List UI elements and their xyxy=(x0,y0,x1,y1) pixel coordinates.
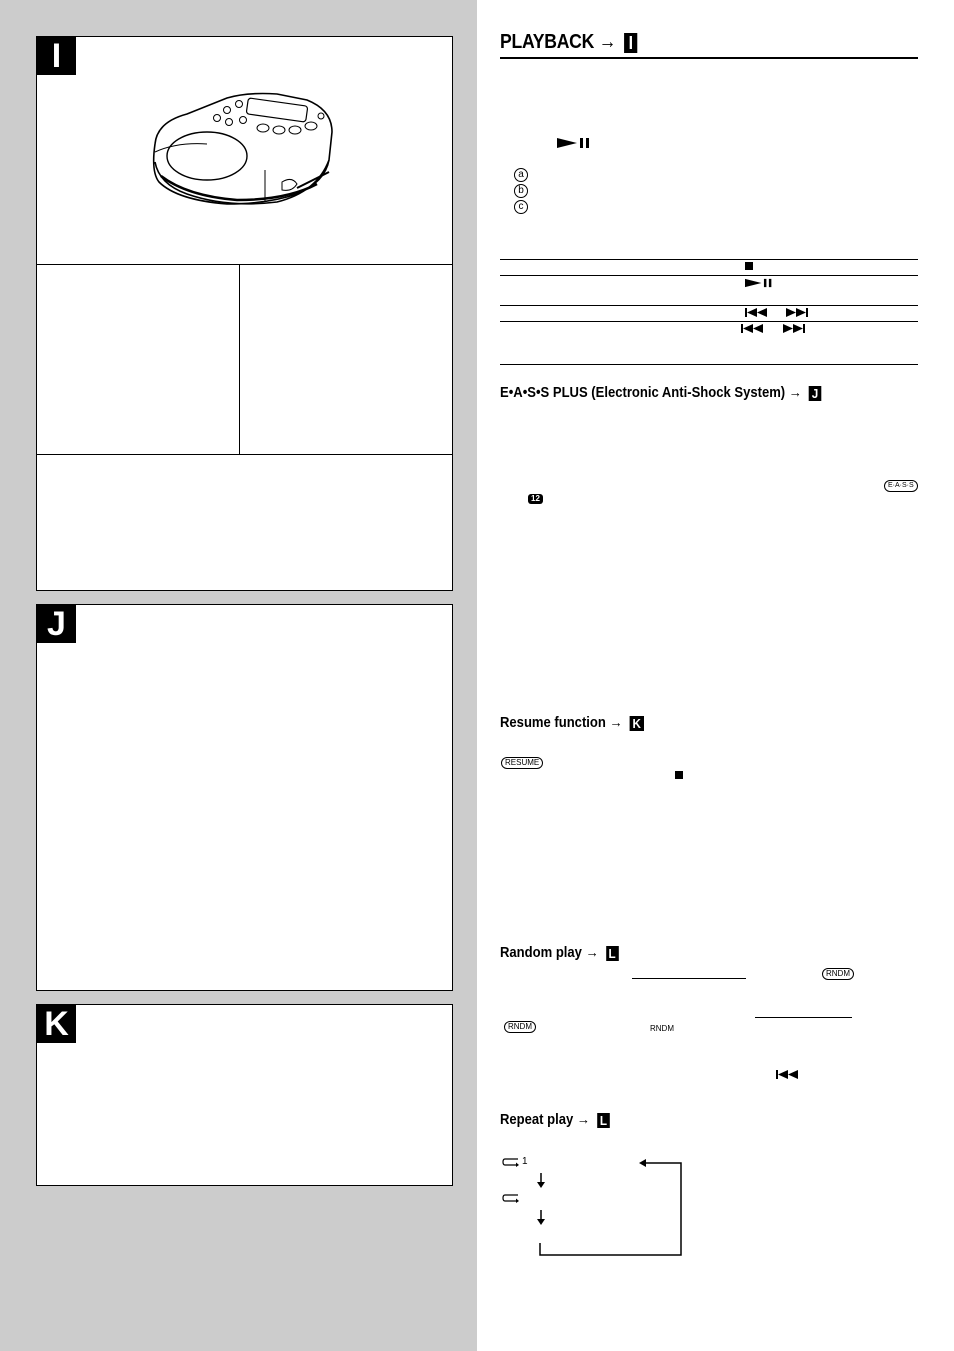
eass-indicator: E·A·S·S xyxy=(884,480,918,492)
play-pause-icon xyxy=(745,278,773,288)
skip-back-icon xyxy=(745,308,767,317)
cd-player-illustration xyxy=(147,92,347,212)
random-underline-2 xyxy=(755,1017,852,1018)
rndm-indicator-1: RNDM xyxy=(822,968,854,980)
operations-table-rule-5 xyxy=(500,364,918,365)
stop-icon xyxy=(745,262,753,270)
play-pause-icon xyxy=(557,137,591,149)
skip-forward-icon xyxy=(783,324,805,333)
random-heading xyxy=(500,945,618,961)
step-a-marker: a xyxy=(514,168,528,182)
resume-indicator: RESUME xyxy=(501,757,543,769)
skip-back-icon xyxy=(741,324,763,333)
step-c-marker: c xyxy=(514,200,528,214)
rndm-indicator-2: RNDM xyxy=(504,1021,536,1033)
skip-back-icon xyxy=(776,1070,798,1079)
stop-icon xyxy=(675,771,683,779)
operations-table-rule-4 xyxy=(500,321,918,322)
playback-title: PLAYBACK xyxy=(500,31,595,53)
skip-forward-icon xyxy=(786,308,808,317)
figure-panel-i xyxy=(36,36,453,591)
right-text-column xyxy=(477,0,954,1351)
rndm-display-text: RNDM xyxy=(650,1024,674,1033)
panel-k-label: K xyxy=(37,1005,76,1043)
repeat-one-label: 1 xyxy=(522,1156,528,1167)
playback-heading-rule xyxy=(500,57,918,59)
repeat-arrow: → xyxy=(576,1112,590,1128)
resume-arrow: → xyxy=(609,715,623,731)
resume-figure-tag: K xyxy=(630,716,644,731)
repeat-heading xyxy=(500,1112,610,1128)
random-title: Random play xyxy=(500,945,582,961)
step-b-marker: b xyxy=(514,184,528,198)
panel-i-divider-horizontal-2 xyxy=(37,454,452,455)
figure-panel-j xyxy=(36,604,453,991)
panel-j-label: J xyxy=(37,605,76,643)
eass-arrow: → xyxy=(788,385,802,401)
operations-table-rule-3 xyxy=(500,305,918,306)
repeat-figure-tag: L xyxy=(597,1113,610,1128)
resume-title: Resume function xyxy=(500,715,606,731)
figure-panel-k xyxy=(36,1004,453,1186)
eass-title: E•A•S•S PLUS (Electronic Anti-Shock System) xyxy=(500,385,786,401)
repeat-cycle-arrows xyxy=(500,1155,690,1260)
operations-table-rule-2 xyxy=(500,275,918,276)
eass-heading xyxy=(500,385,821,401)
random-figure-tag: L xyxy=(606,946,619,961)
panel-i-divider-vertical xyxy=(239,264,240,454)
panel-i-divider-horizontal-1 xyxy=(37,264,452,265)
repeat-title: Repeat play xyxy=(500,1112,574,1128)
panel-i-label: I xyxy=(37,37,76,75)
operations-table-rule-1 xyxy=(500,259,918,260)
random-arrow: → xyxy=(585,945,599,961)
resume-heading xyxy=(500,715,644,731)
playback-arrow: → xyxy=(598,31,617,53)
eass-figure-tag: J xyxy=(809,386,821,401)
twelve-second-indicator: 12 xyxy=(528,494,543,504)
playback-heading xyxy=(500,31,637,54)
playback-figure-tag: I xyxy=(624,33,637,53)
random-underline-1 xyxy=(632,978,746,979)
